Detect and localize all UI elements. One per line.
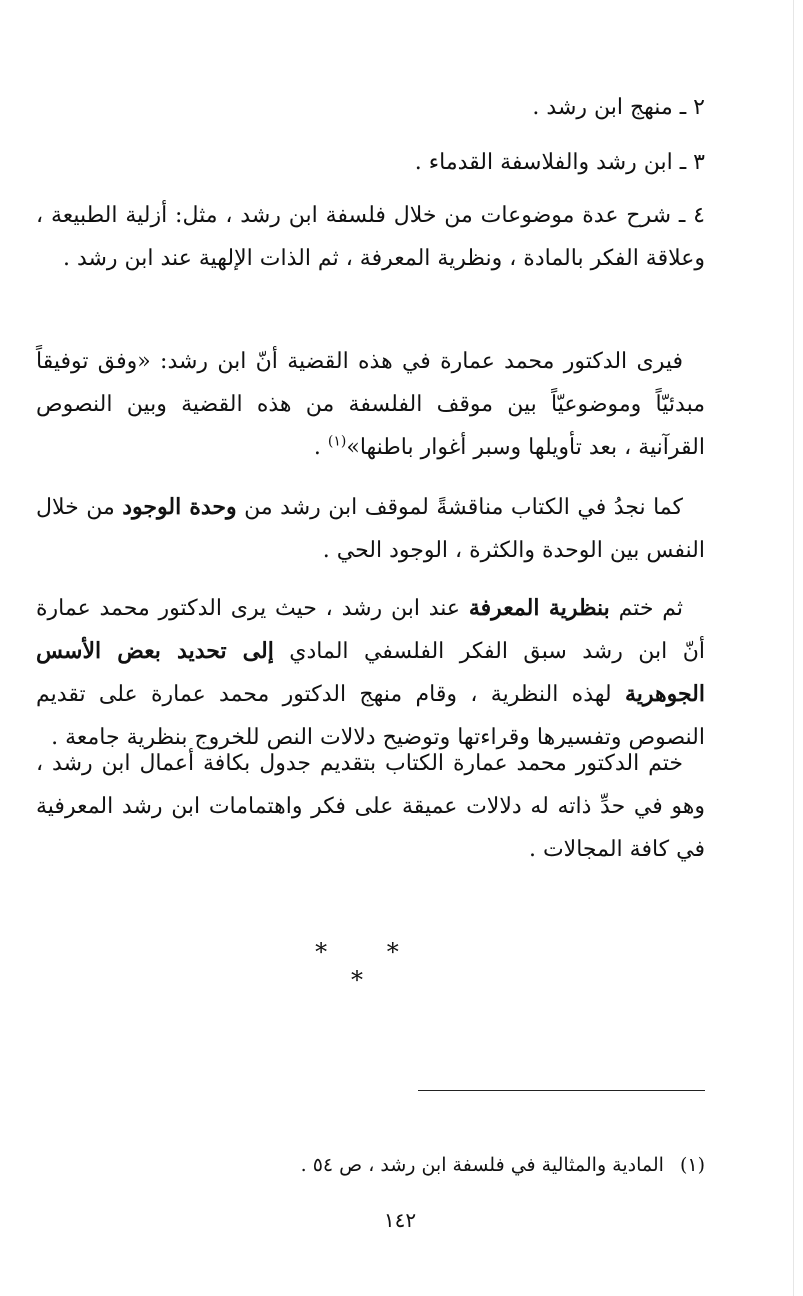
footnote-text: المادية والمثالية في فلسفة ابن رشد ، ص ٥٤ . [300,1154,664,1176]
paragraph-3-bold-2: إلى تحديد بعض الأسس الجوهرية [36,638,705,707]
list-item-2: ٢ ـ منهج ابن رشد . [532,95,705,120]
paragraph-3-bold-1: بنظرية المعرفة [468,595,610,621]
paragraph-2 [36,486,705,572]
footnote-number: (١) [679,1154,705,1176]
paragraph-1-end: . [313,435,321,460]
footnote [36,1150,705,1180]
paragraph-2-pre: كما نجدُ في الكتاب مناقشةً لموقف ابن رشد من [244,495,683,520]
paragraph-1-text: فيرى الدكتور محمد عمارة في هذه القضية أنّ ابن رشد: «وفق توفيقاً مبدئيّاً وموضوعيّاً بين موقف الفلسفة من هذه القضية وبين النصوص القرآنية ، بعد تأويلها وسبر أغوار باطنها» [36,349,705,460]
paragraph-2-bold: وحدة الوجود [122,494,237,520]
footnote-divider [418,1090,705,1091]
section-separator: * * * [315,938,425,994]
list-item-4: ٤ ـ شرح عدة موضوعات من خلال فلسفة ابن رشد ، مثل: أزلية الطبيعة ، وعلاقة الفكر بالمادة ، ونظرية المعرفة ، ثم الذات الإلهية عند ابن رشد . [36,203,705,271]
paragraph-3-pre: ثم ختم [618,596,684,621]
paragraph-4-text: ختم الدكتور محمد عمارة الكتاب بتقديم جدول بكافة أعمال ابن رشد ، وهو في حدِّ ذاته له دلالات عميقة على فكر واهتمامات ابن رشد المعرفية في كافة المجالات . [36,751,705,862]
list-item-3: ٣ ـ ابن رشد والفلاسفة القدماء . [414,150,705,175]
paragraph-2-post: من خلال النفس بين الوحدة والكثرة ، الوجود الحي . [36,495,705,563]
page-edge-line [793,0,794,1296]
paragraph-3 [36,587,705,759]
paragraph-4 [36,742,705,871]
paragraph-3-mid: عند ابن رشد ، حيث يرى الدكتور محمد عمارة أنّ ابن رشد سبق الفكر الفلسفي المادي [36,596,705,664]
footnote-reference: (١) [327,433,347,450]
paragraph-3-post: لهذه النظرية ، وقام منهج الدكتور محمد عمارة على تقديم النصوص وتفسيرها وقراءتها وتوضيح دلالات النص للخروج بنظرية جامعة . [36,682,705,750]
page-number: ١٤٢ [383,1208,417,1232]
paragraph-1 [36,340,705,469]
